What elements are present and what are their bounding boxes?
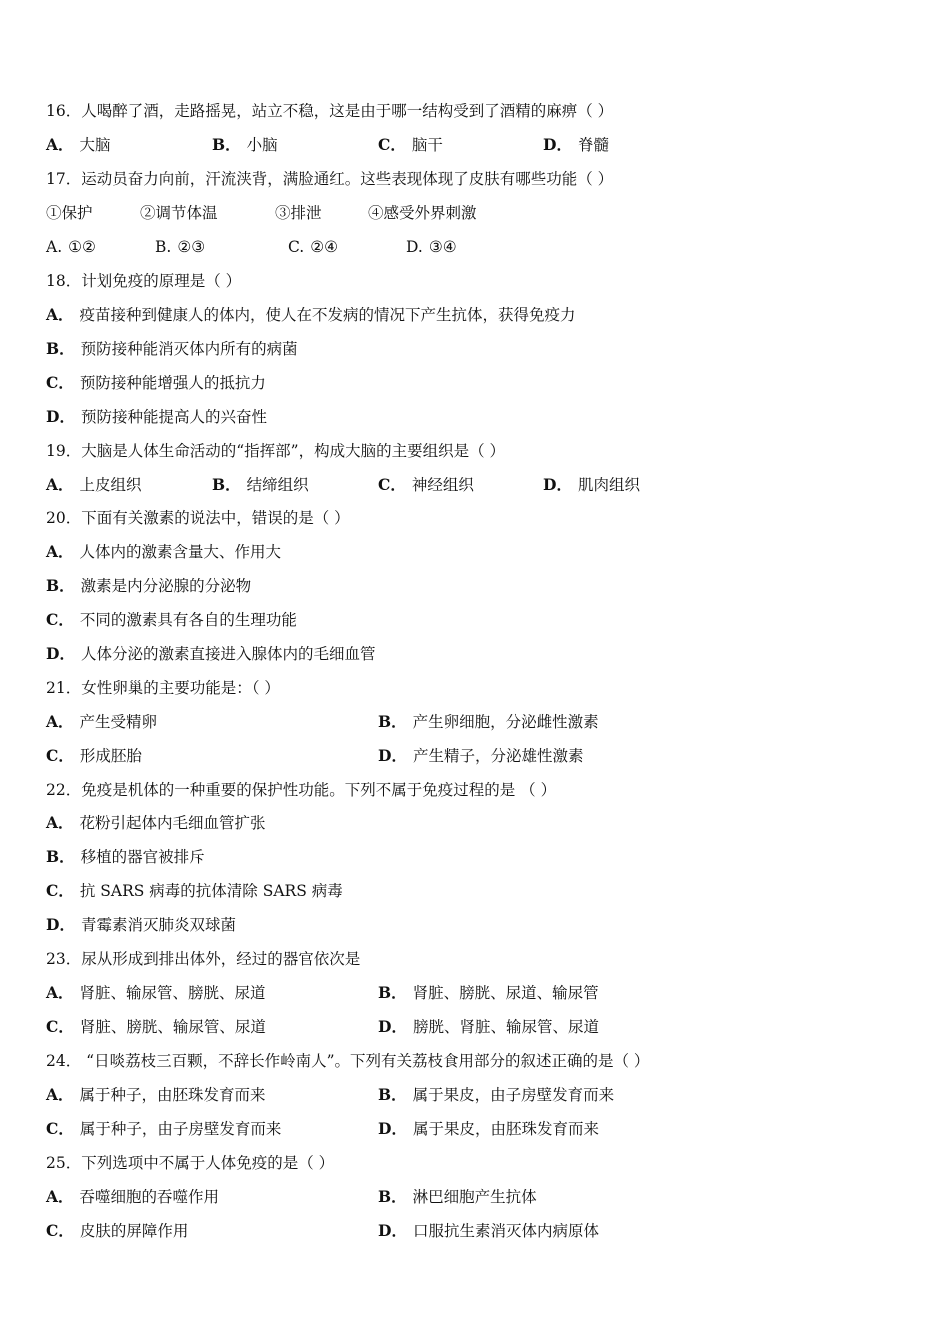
option-text: 淋巴细胞产生抗体 <box>412 1188 537 1206</box>
option-text: 属于种子，由胚珠发育而来 <box>79 1086 266 1104</box>
option-label: C． <box>378 475 406 494</box>
option-text: ②④ <box>310 238 339 256</box>
q20-option-c[interactable] <box>46 608 297 632</box>
q23-option-b[interactable] <box>378 981 599 1005</box>
q25-option-c[interactable] <box>46 1219 188 1243</box>
option-text: 不同的激素具有各自的生理功能 <box>79 611 297 629</box>
option-label: D. <box>406 238 423 256</box>
question-22-stem: 22．免疫是机体的一种重要的保护性功能。下列不属于免疫过程的是 （ ） <box>46 781 557 799</box>
option-label: D． <box>543 475 572 494</box>
option-label: B. <box>155 238 172 256</box>
q19-option-b[interactable] <box>212 473 309 497</box>
option-label: A． <box>46 1085 74 1104</box>
option-label: C． <box>46 610 74 629</box>
option-text: 人体内的激素含量大、作用大 <box>79 543 282 561</box>
q24-option-b[interactable] <box>378 1083 614 1107</box>
option-text: 肾脏、膀胱、输尿管、尿道 <box>79 1018 266 1036</box>
option-text: 膀胱、肾脏、输尿管、尿道 <box>412 1018 599 1036</box>
q23-option-d[interactable] <box>378 1015 599 1039</box>
question-21-stem: 21．女性卵巢的主要功能是：（ ） <box>46 679 280 697</box>
option-label: A． <box>46 813 74 832</box>
q19-option-a[interactable] <box>46 473 142 497</box>
q17-item-4: ④感受外界刺激 <box>368 204 477 222</box>
q21-option-b[interactable] <box>378 710 599 734</box>
option-label: C. <box>288 238 305 256</box>
q21-option-d[interactable] <box>378 744 583 768</box>
q16-option-c[interactable] <box>378 133 443 157</box>
q16-option-d[interactable] <box>543 133 609 157</box>
option-text: 疫苗接种到健康人的体内，使人在不发病的情况下产生抗体，获得免疫力 <box>79 306 576 324</box>
option-label: D． <box>46 407 75 426</box>
question-17-stem: 17．运动员奋力向前，汗流浃背，满脸通红。这些表现体现了皮肤有哪些功能（ ） <box>46 170 614 188</box>
option-text: 属于果皮，由子房壁发育而来 <box>412 1086 615 1104</box>
q21-option-a[interactable] <box>46 710 157 734</box>
q25-option-d[interactable] <box>378 1219 599 1243</box>
option-text: 预防接种能提高人的兴奋性 <box>80 408 267 426</box>
option-text: 脊髓 <box>577 136 609 154</box>
question-19-stem: 19．大脑是人体生命活动的“指挥部”，构成大脑的主要组织是（ ） <box>46 442 506 460</box>
option-text: 激素是内分泌腺的分泌物 <box>80 577 252 595</box>
option-label: A． <box>46 542 74 561</box>
option-label: A． <box>46 475 74 494</box>
option-text: 花粉引起体内毛细血管扩张 <box>79 814 266 832</box>
q19-option-c[interactable] <box>378 473 474 497</box>
q16-option-b[interactable] <box>212 133 278 157</box>
q21-option-c[interactable] <box>46 744 142 768</box>
q16-option-a[interactable] <box>46 133 111 157</box>
option-label: C． <box>46 1119 74 1138</box>
option-label: B． <box>378 1085 407 1104</box>
option-label: A． <box>46 135 74 154</box>
option-text: 产生受精卵 <box>79 713 158 731</box>
q17-option-c[interactable] <box>288 235 338 259</box>
option-text: 属于种子，由子房壁发育而来 <box>79 1120 282 1138</box>
q18-option-b[interactable] <box>46 337 298 361</box>
question-23-stem: 23．尿从形成到排出体外，经过的器官依次是 <box>46 950 361 968</box>
q22-option-b[interactable] <box>46 845 205 869</box>
option-label: C． <box>378 135 406 154</box>
option-label: B． <box>378 712 407 731</box>
option-text: 脑干 <box>411 136 443 154</box>
option-label: D． <box>378 746 407 765</box>
option-label: A． <box>46 712 74 731</box>
q17-option-d[interactable] <box>406 235 457 259</box>
q20-option-b[interactable] <box>46 574 251 598</box>
option-text: 移植的器官被排斥 <box>80 848 205 866</box>
option-label: D． <box>46 915 75 934</box>
option-label: B． <box>46 576 75 595</box>
option-label: B． <box>46 847 75 866</box>
option-label: C． <box>46 1017 74 1036</box>
option-text: 上皮组织 <box>79 476 142 494</box>
option-text: 形成胚胎 <box>79 747 142 765</box>
q24-option-c[interactable] <box>46 1117 281 1141</box>
option-text: 肾脏、输尿管、膀胱、尿道 <box>79 984 266 1002</box>
q24-option-a[interactable] <box>46 1083 266 1107</box>
option-text: 皮肤的屏障作用 <box>79 1222 189 1240</box>
option-text: 属于果皮，由胚珠发育而来 <box>412 1120 599 1138</box>
q18-option-d[interactable] <box>46 405 267 429</box>
option-label: A． <box>46 1187 74 1206</box>
option-label: B． <box>378 983 407 1002</box>
option-label: C． <box>46 373 74 392</box>
option-text: ③④ <box>428 238 457 256</box>
option-label: A． <box>46 305 74 324</box>
option-label: D． <box>378 1017 407 1036</box>
option-label: C． <box>46 1221 74 1240</box>
option-text: 青霉素消灭肺炎双球菌 <box>80 916 236 934</box>
q22-option-c[interactable] <box>46 879 343 903</box>
q17-item-1: ①保护 <box>46 204 93 222</box>
option-label: B． <box>212 475 241 494</box>
option-label: A. <box>46 238 63 256</box>
option-text: ①② <box>68 238 96 256</box>
q17-item-3: ③排泄 <box>275 204 322 222</box>
option-text: 预防接种能增强人的抵抗力 <box>79 374 266 392</box>
option-label: D． <box>378 1221 407 1240</box>
q24-option-d[interactable] <box>378 1117 599 1141</box>
option-text: 吞噬细胞的吞噬作用 <box>79 1188 220 1206</box>
question-18-stem: 18．计划免疫的原理是（ ） <box>46 272 242 290</box>
option-text: 神经组织 <box>411 476 474 494</box>
option-label: B． <box>378 1187 407 1206</box>
q20-option-a[interactable] <box>46 540 281 564</box>
option-label: B． <box>212 135 241 154</box>
option-text: ②③ <box>177 238 206 256</box>
q22-option-d[interactable] <box>46 913 236 937</box>
option-text: 产生卵细胞，分泌雌性激素 <box>412 713 599 731</box>
option-label: C． <box>46 881 74 900</box>
option-label: C． <box>46 746 74 765</box>
q22-option-a[interactable] <box>46 811 266 835</box>
option-label: D． <box>543 135 572 154</box>
option-text: 小脑 <box>246 136 278 154</box>
option-text: 口服抗生素消灭体内病原体 <box>412 1222 599 1240</box>
q23-option-a[interactable] <box>46 981 266 1005</box>
option-text: 产生精子，分泌雄性激素 <box>412 747 584 765</box>
question-20-stem: 20．下面有关激素的说法中，错误的是（ ） <box>46 509 350 527</box>
option-label: B． <box>46 339 75 358</box>
option-text: 肾脏、膀胱、尿道、输尿管 <box>412 984 599 1002</box>
q17-option-a[interactable] <box>46 235 96 259</box>
question-25-stem: 25．下列选项中不属于人体免疫的是（ ） <box>46 1154 335 1172</box>
q25-option-b[interactable] <box>378 1185 537 1209</box>
option-label: D． <box>46 644 75 663</box>
q17-option-b[interactable] <box>155 235 205 259</box>
option-text: 预防接种能消灭体内所有的病菌 <box>80 340 298 358</box>
q17-item-2: ②调节体温 <box>140 204 218 222</box>
q25-option-a[interactable] <box>46 1185 219 1209</box>
question-16-stem: 16．人喝醉了酒，走路摇晃，站立不稳，这是由于哪一结构受到了酒精的麻痹（ ） <box>46 102 614 120</box>
option-text: 抗 SARS 病毒的抗体清除 SARS 病毒 <box>79 882 343 900</box>
q18-option-c[interactable] <box>46 371 266 395</box>
option-text: 人体分泌的激素直接进入腺体内的毛细血管 <box>80 645 376 663</box>
q20-option-d[interactable] <box>46 642 375 666</box>
option-label: D． <box>378 1119 407 1138</box>
option-text: 大脑 <box>79 136 111 154</box>
q18-option-a[interactable] <box>46 303 576 327</box>
option-text: 肌肉组织 <box>577 476 640 494</box>
q19-option-d[interactable] <box>543 473 640 497</box>
question-24-stem: 24． “日啖荔枝三百颗，不辞长作岭南人”。下列有关荔枝食用部分的叙述正确的是（ ） <box>46 1052 650 1070</box>
option-text: 结缔组织 <box>246 476 309 494</box>
q23-option-c[interactable] <box>46 1015 266 1039</box>
option-label: A． <box>46 983 74 1002</box>
